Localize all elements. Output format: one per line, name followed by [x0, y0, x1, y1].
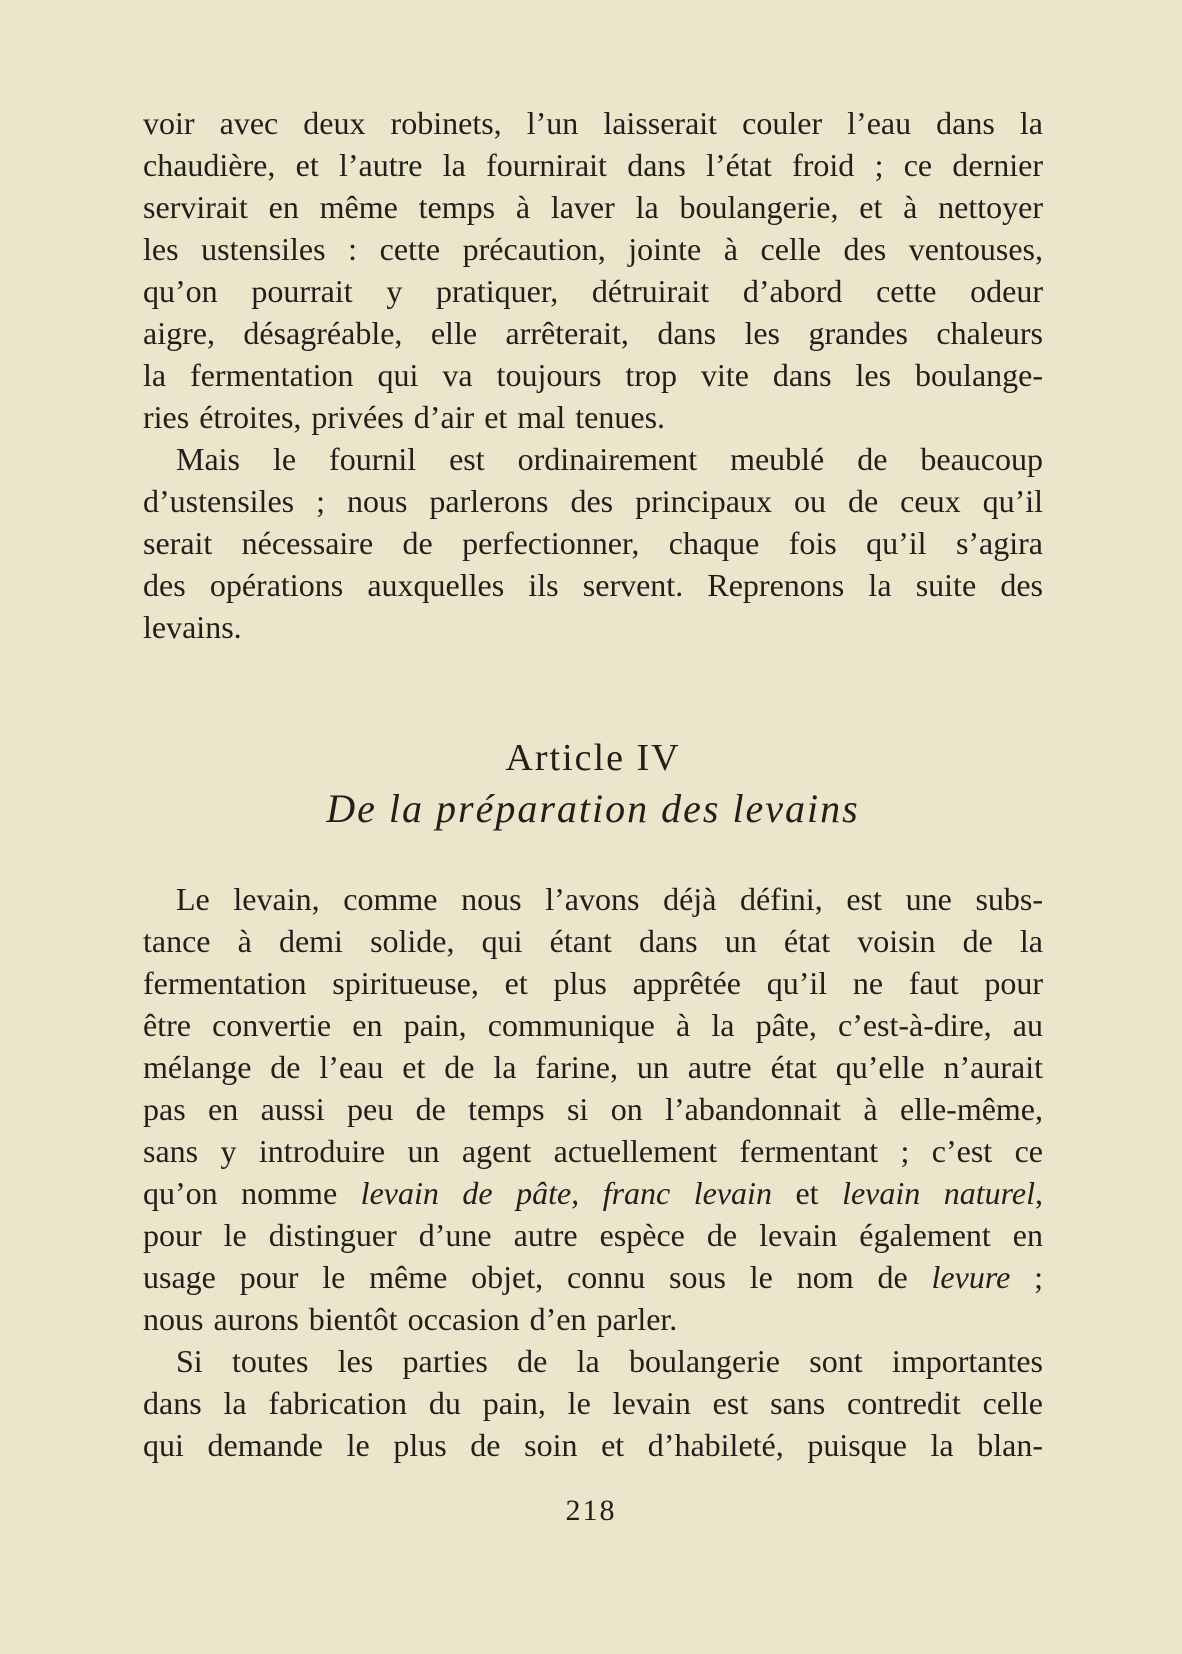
- text-segment: qu’on pourrait y pratiquer, détruirait d’abord cette odeur: [143, 273, 1043, 309]
- text-line: [143, 1424, 1043, 1466]
- article-subtitle: De la préparation des levains: [326, 786, 860, 831]
- text-line: [143, 354, 1043, 396]
- text-segment: Si toutes les parties de la boulangerie sont importantes: [176, 1343, 1043, 1379]
- text-segment: des opérations auxquelles ils servent. Reprenons la suite des: [143, 567, 1043, 603]
- text-line: [143, 102, 1043, 144]
- italic-term: levain naturel: [842, 1175, 1036, 1211]
- text-line: [143, 1256, 1043, 1298]
- body-section-before-heading: [143, 102, 1043, 648]
- text-segment: dans la fabrication du pain, le levain est sans contredit celle: [143, 1385, 1043, 1421]
- text-line: [143, 144, 1043, 186]
- text-segment: ries étroites, privées d’air et mal tenues.: [143, 399, 666, 435]
- text-line: [143, 1172, 1043, 1214]
- text-line: [143, 522, 1043, 564]
- italic-term: levain de pâte, franc levain: [360, 1175, 772, 1211]
- text-segment: la fermentation qui va toujours trop vite dans les boulange-: [143, 357, 1043, 393]
- article-heading: Article IV: [505, 737, 681, 779]
- text-segment: serait nécessaire de perfectionner, chaque fois qu’il s’agira: [143, 525, 1043, 561]
- text-segment: Le levain, comme nous l’avons déjà défini, est une subs-: [176, 881, 1043, 917]
- text-segment: qui demande le plus de soin et d’habileté, puisque la blan-: [143, 1427, 1043, 1463]
- text-segment: pas en aussi peu de temps si on l’abandonnait à elle-même,: [143, 1091, 1043, 1127]
- italic-term: levure: [931, 1259, 1011, 1295]
- paragraph: [143, 1340, 1043, 1466]
- text-segment: sans y introduire un agent actuellement fermentant ; c’est ce: [143, 1133, 1043, 1169]
- text-line: [143, 1298, 1043, 1340]
- text-segment: tance à demi solide, qui étant dans un état voisin de la: [143, 923, 1043, 959]
- text-line: [143, 480, 1043, 522]
- text-segment: mélange de l’eau et de la farine, un autre état qu’elle n’aurait: [143, 1049, 1043, 1085]
- text-line: [143, 312, 1043, 354]
- text-segment: servirait en même temps à laver la boulangerie, et à nettoyer: [143, 189, 1043, 225]
- text-line: [143, 270, 1043, 312]
- text-segment: d’ustensiles ; nous parlerons des principaux ou de ceux qu’il: [143, 483, 1043, 519]
- page-number: 218: [565, 1494, 617, 1527]
- text-segment: levains.: [143, 609, 242, 645]
- text-line: [143, 186, 1043, 228]
- text-segment: fermentation spiritueuse, et plus apprêtée qu’il ne faut pour: [143, 965, 1043, 1001]
- text-segment: aigre, désagréable, elle arrêterait, dans les grandes chaleurs: [143, 315, 1043, 351]
- text-line: [143, 962, 1043, 1004]
- text-line: [143, 606, 1043, 648]
- text-column: [143, 102, 1043, 1466]
- text-line: [143, 564, 1043, 606]
- text-segment: Mais le fournil est ordinairement meublé de beaucoup: [176, 441, 1043, 477]
- paragraph: [143, 438, 1043, 648]
- text-segment: pour le distinguer d’une autre espèce de levain également en: [143, 1217, 1043, 1253]
- text-segment: les ustensiles : cette précaution, jointe à celle des ventouses,: [143, 231, 1043, 267]
- text-line: [143, 438, 1043, 480]
- text-line: [143, 1004, 1043, 1046]
- text-line: [143, 396, 1043, 438]
- text-line: [143, 1130, 1043, 1172]
- text-line: [143, 228, 1043, 270]
- text-segment: être convertie en pain, communique à la pâte, c’est-à-dire, au: [143, 1007, 1043, 1043]
- paragraph: [143, 878, 1043, 1340]
- text-segment: ,: [1035, 1175, 1043, 1211]
- text-line: [143, 1088, 1043, 1130]
- text-line: [143, 878, 1043, 920]
- text-line: [143, 1214, 1043, 1256]
- body-section-after-heading: [143, 878, 1043, 1466]
- text-line: [143, 1046, 1043, 1088]
- text-segment: voir avec deux robinets, l’un laisserait couler l’eau dans la: [143, 105, 1043, 141]
- text-segment: et: [771, 1175, 843, 1211]
- text-line: [143, 1382, 1043, 1424]
- text-segment: nous aurons bientôt occasion d’en parler.: [143, 1301, 678, 1337]
- text-segment: usage pour le même objet, connu sous le nom de: [143, 1259, 932, 1295]
- text-line: [143, 1340, 1043, 1382]
- paragraph: [143, 102, 1043, 438]
- text-line: [143, 920, 1043, 962]
- text-segment: qu’on nomme: [143, 1175, 361, 1211]
- text-segment: ;: [1010, 1259, 1043, 1295]
- text-segment: chaudière, et l’autre la fournirait dans l’état froid ; ce dernier: [143, 147, 1043, 183]
